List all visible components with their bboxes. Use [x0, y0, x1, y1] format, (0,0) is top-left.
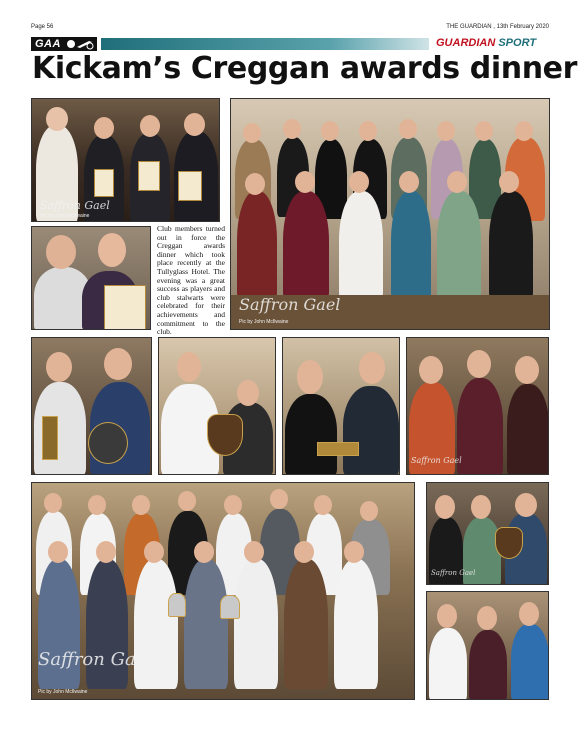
photo-four-men-certificates	[31, 98, 220, 222]
watermark-saffron-gael: Saffron Gael	[239, 295, 341, 314]
photo-two-men-certificate	[31, 226, 151, 330]
sport-masthead	[436, 37, 536, 49]
photo-women-group	[230, 98, 550, 330]
photo-three-women-awards	[426, 591, 549, 700]
photo-two-men-trophies	[31, 337, 152, 475]
page-number: Page 56	[31, 24, 54, 30]
masthead-guardian: GUARDIAN	[436, 37, 496, 49]
watermark-saffron-gael: Saffron Gael	[431, 569, 476, 577]
photo-two-women-man-shield	[426, 482, 549, 585]
section-divider-bar	[101, 38, 429, 50]
watermark-saffron-gael: Saffron Gael	[411, 456, 462, 465]
photo-team-group	[31, 482, 415, 700]
photo-credit: Pic by John McIlwaine	[40, 213, 90, 219]
masthead-sport: SPORT	[498, 37, 537, 49]
watermark-saffron-gael: Saffron Gael	[38, 649, 153, 670]
photo-credit: Pic by John McIlwaine	[38, 689, 88, 695]
publication-date: THE GUARDIAN , 13th February 2020	[446, 24, 549, 30]
photo-credit: Pic by John McIlwaine	[239, 319, 289, 325]
photo-young-man-woman-shield	[158, 337, 276, 475]
section-label: GAA	[35, 38, 61, 50]
section-label-bar	[31, 37, 97, 51]
photo-woman-man-trophy	[282, 337, 400, 475]
article-headline: Kickam’s Creggan awards dinner	[32, 51, 578, 86]
article-body: Club members turned out in force the Creggan awards dinner which took place recently at the Tullyglass Hotel. The evening was a great success as players and club stalwarts were celebrated for their achievements and commitment to the club.	[157, 224, 225, 337]
watermark-saffron-gael: Saffron Gael	[40, 199, 110, 212]
hurley-ball-icon	[65, 38, 95, 50]
photo-three-women	[406, 337, 549, 475]
